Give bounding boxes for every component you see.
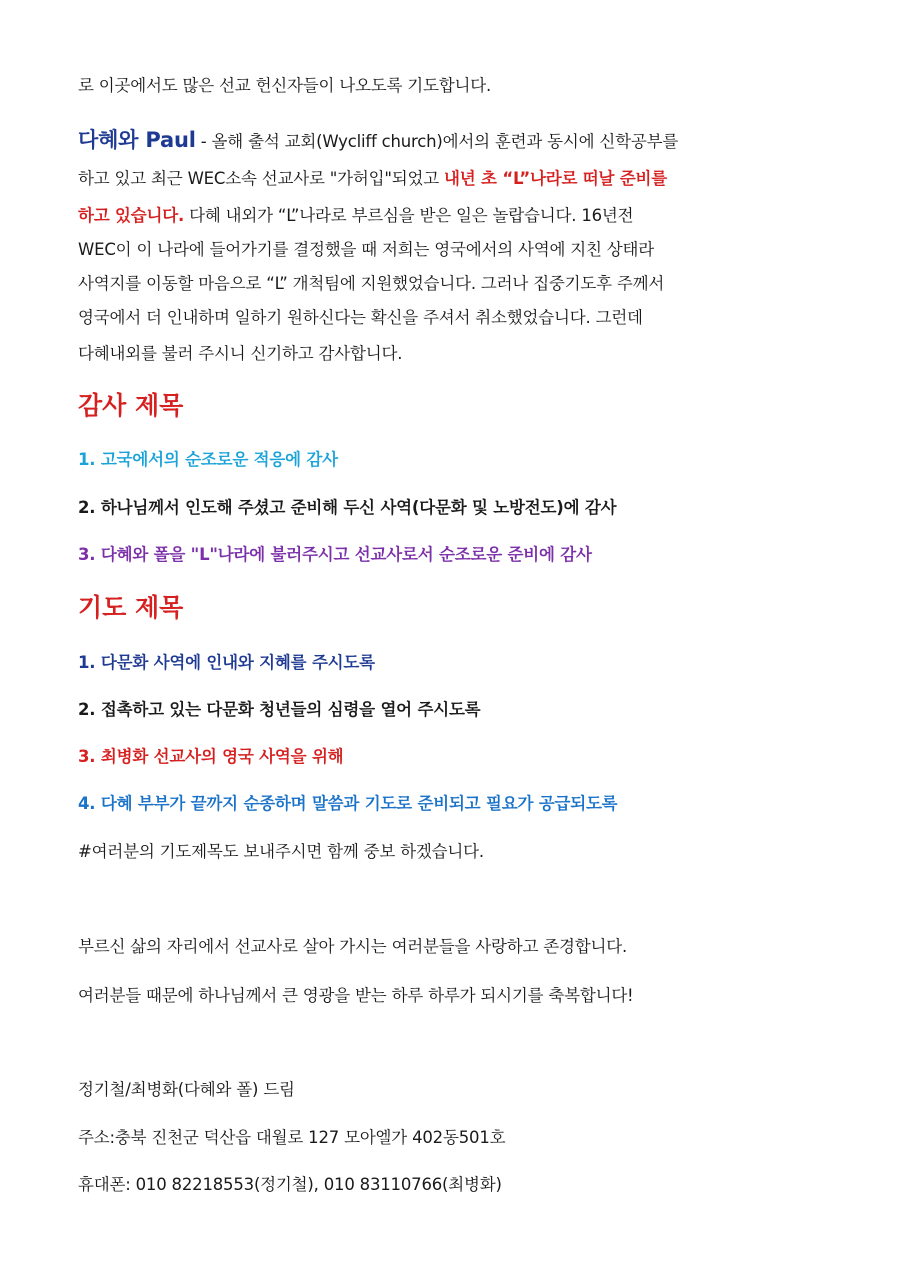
thanks-item-1: 1. 고국에서의 순조로운 적응에 감사 (78, 450, 338, 469)
prayer-item-4: 4. 다혜 부부가 끝까지 순종하며 말씀과 기도로 준비되고 필요가 공급되도록 (78, 794, 618, 813)
signature-address: 주소:충북 진천군 덕산읍 대월로 127 모아엘가 402동501호 (78, 1128, 506, 1147)
paragraph-text: 다혜 내외가 “L”나라로 부르심을 받은 일은 놀랍습니다. 16년전 (184, 206, 634, 225)
signature-from: 정기철/최병화(다혜와 폴) 드림 (78, 1080, 295, 1099)
thanks-heading: 감사 제목 (78, 391, 184, 420)
closing-line-1: 부르신 삶의 자리에서 선교사로 살아 가시는 여러분들을 사랑하고 존경합니다. (78, 937, 628, 956)
paragraph-line-6: 영국에서 더 인내하며 일하기 원하신다는 확신을 주셔서 취소했었습니다. 그런데 (78, 308, 643, 327)
person-name: 다혜와 Paul (78, 128, 196, 152)
highlight-text: 내년 초 “L”나라로 떠날 준비를 (444, 169, 667, 188)
intro-line: 로 이곳에서도 많은 선교 헌신자들이 나오도록 기도합니다. (78, 76, 492, 95)
highlight-text: 하고 있습니다. (78, 206, 185, 225)
prayer-item-1: 1. 다문화 사역에 인내와 지혜를 주시도록 (78, 653, 375, 672)
prayer-item-3: 3. 최병화 선교사의 영국 사역을 위해 (78, 747, 344, 766)
paragraph-line-7: 다혜내외를 불러 주시니 신기하고 감사합니다. (78, 344, 403, 363)
paragraph-text: 하고 있고 최근 WEC소속 선교사로 "가허입"되었고 (78, 169, 445, 188)
signature-phone: 휴대폰: 010 82218553(정기철), 010 83110766(최병화) (78, 1175, 502, 1194)
paragraph-text: - 올해 출석 교회(Wycliff church)에서의 훈련과 동시에 신학공부를 (195, 132, 679, 151)
prayer-note: #여러분의 기도제목도 보내주시면 함께 중보 하겠습니다. (78, 842, 484, 861)
closing-line-2: 여러분들 때문에 하나님께서 큰 영광을 받는 하루 하루가 되시기를 축복합니다! (78, 986, 634, 1005)
thanks-item-2: 2. 하나님께서 인도해 주셨고 준비해 두신 사역(다문화 및 노방전도)에 감사 (78, 498, 617, 517)
prayer-heading: 기도 제목 (78, 593, 184, 622)
paragraph-line-5: 사역지를 이동할 마음으로 “L” 개척팀에 지원했었습니다. 그러나 집중기도후 주께서 (78, 274, 665, 293)
paragraph-line-1 (78, 124, 678, 154)
paragraph-line-3 (78, 202, 633, 226)
paragraph-line-2 (78, 165, 667, 189)
prayer-item-2: 2. 접촉하고 있는 다문화 청년들의 심령을 열어 주시도록 (78, 700, 481, 719)
paragraph-line-4: WEC이 이 나라에 들어가기를 결정했을 때 저희는 영국에서의 사역에 지친 상태라 (78, 240, 655, 259)
thanks-item-3: 3. 다혜와 폴을 "L"나라에 불러주시고 선교사로서 순조로운 준비에 감사 (78, 545, 592, 564)
